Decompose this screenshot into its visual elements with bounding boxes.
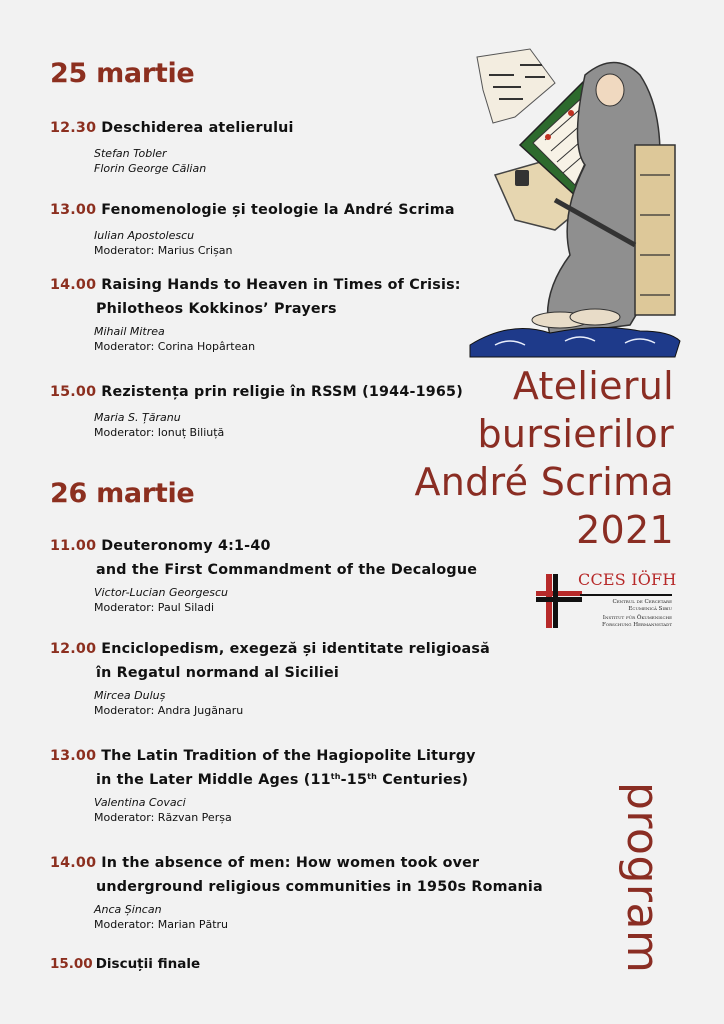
session-people — [50, 902, 490, 932]
session-1300-day2 — [50, 744, 490, 825]
session-1400-day2 — [50, 851, 543, 932]
session-1300 — [50, 198, 490, 258]
session-time: 12.00 — [50, 641, 97, 657]
logo-divider — [580, 594, 672, 596]
logo-line-1: Centrul de Cercetare — [612, 599, 672, 605]
session-title: Raising Hands to Heaven in Times of Crisis: — [101, 277, 461, 293]
session-title-cont: and the First Commandment of the Decalogue — [96, 562, 478, 578]
session-title: Fenomenologie și teologie la André Scrima — [101, 202, 455, 218]
speaker: Iulian Apostolescu — [94, 229, 195, 242]
speaker: Maria S. Țăranu — [94, 411, 181, 424]
session-people — [50, 324, 490, 354]
speaker: Mihail Mitrea — [94, 325, 165, 338]
speaker: Stefan Tobler — [94, 147, 167, 160]
speaker: Valentina Covaci — [94, 796, 186, 809]
session-time: 11.00 — [50, 538, 97, 554]
session-time: 12.30 — [50, 120, 97, 136]
session-title-cont: in the Later Middle Ages (11th-15th Centuries) — [96, 772, 469, 788]
session-time: 15.00 — [50, 384, 97, 400]
moderator: Moderator: Corina Hopârtean — [94, 340, 256, 353]
session-1400 — [50, 273, 490, 354]
event-title — [414, 362, 674, 554]
session-title: Deschiderea atelierului — [101, 120, 294, 136]
session-1500-day2 — [50, 952, 490, 976]
session-1200 — [50, 637, 490, 718]
moderator: Moderator: Marius Crișan — [94, 244, 233, 257]
session-title: Rezistența prin religie în RSSM (1944-1965) — [101, 384, 463, 400]
day-heading-26-martie: 26 martie — [50, 478, 195, 509]
speaker-2: Florin George Călian — [94, 162, 207, 175]
event-title-line-4: 2021 — [576, 508, 674, 552]
speaker: Anca Șincan — [94, 903, 162, 916]
moderator: Moderator: Răzvan Perșa — [94, 811, 232, 824]
session-time: 13.00 — [50, 748, 97, 764]
event-title-line-2: bursierilor — [477, 412, 674, 456]
session-title-cont: Philotheos Kokkinos’ Prayers — [96, 301, 337, 317]
session-people — [50, 795, 490, 825]
session-time: 14.00 — [50, 855, 97, 871]
logo-name: CCES IÖFH — [578, 570, 677, 589]
session-time: 15.00 — [50, 956, 93, 972]
session-title-cont: în Regatul normand al Siciliei — [96, 665, 340, 681]
event-title-line-1: Atelierul — [512, 364, 674, 408]
logo-line-4: Forschung Hermannstadt — [601, 622, 672, 628]
session-people — [50, 228, 490, 258]
session-people — [50, 585, 490, 615]
moderator: Moderator: Paul Siladi — [94, 601, 215, 614]
moderator: Moderator: Ionuț Biliuță — [94, 426, 225, 439]
session-time: 14.00 — [50, 277, 97, 293]
session-1230 — [50, 116, 490, 176]
logo-line-3: Institut für Ökumenische — [602, 615, 672, 621]
session-time: 13.00 — [50, 202, 97, 218]
session-title: Discuții finale — [95, 956, 201, 972]
program-vertical-label: program — [617, 782, 668, 974]
session-people — [50, 688, 490, 718]
day-heading-25-martie: 25 martie — [50, 58, 195, 89]
logo-line-2: Ecumenică Sibiu — [628, 606, 672, 612]
moderator: Moderator: Andra Jugănaru — [94, 704, 244, 717]
speaker: Mircea Duluș — [94, 689, 166, 702]
session-people — [50, 146, 490, 176]
event-title-line-3: André Scrima — [414, 460, 674, 504]
session-title: Enciclopedism, exegeză și identitate religioasă — [101, 641, 490, 657]
session-title: Deuteronomy 4:1-40 — [101, 538, 271, 554]
session-title: In the absence of men: How women took over — [101, 855, 480, 871]
session-title: The Latin Tradition of the Hagiopolite Liturgy — [101, 748, 476, 764]
speaker: Victor-Lucian Georgescu — [94, 586, 229, 599]
moderator: Moderator: Marian Pătru — [94, 918, 229, 931]
medieval-scribe-illustration — [455, 45, 705, 360]
cces-logo — [536, 572, 676, 630]
session-title-cont: underground religious communities in 1950s Romania — [96, 879, 543, 895]
